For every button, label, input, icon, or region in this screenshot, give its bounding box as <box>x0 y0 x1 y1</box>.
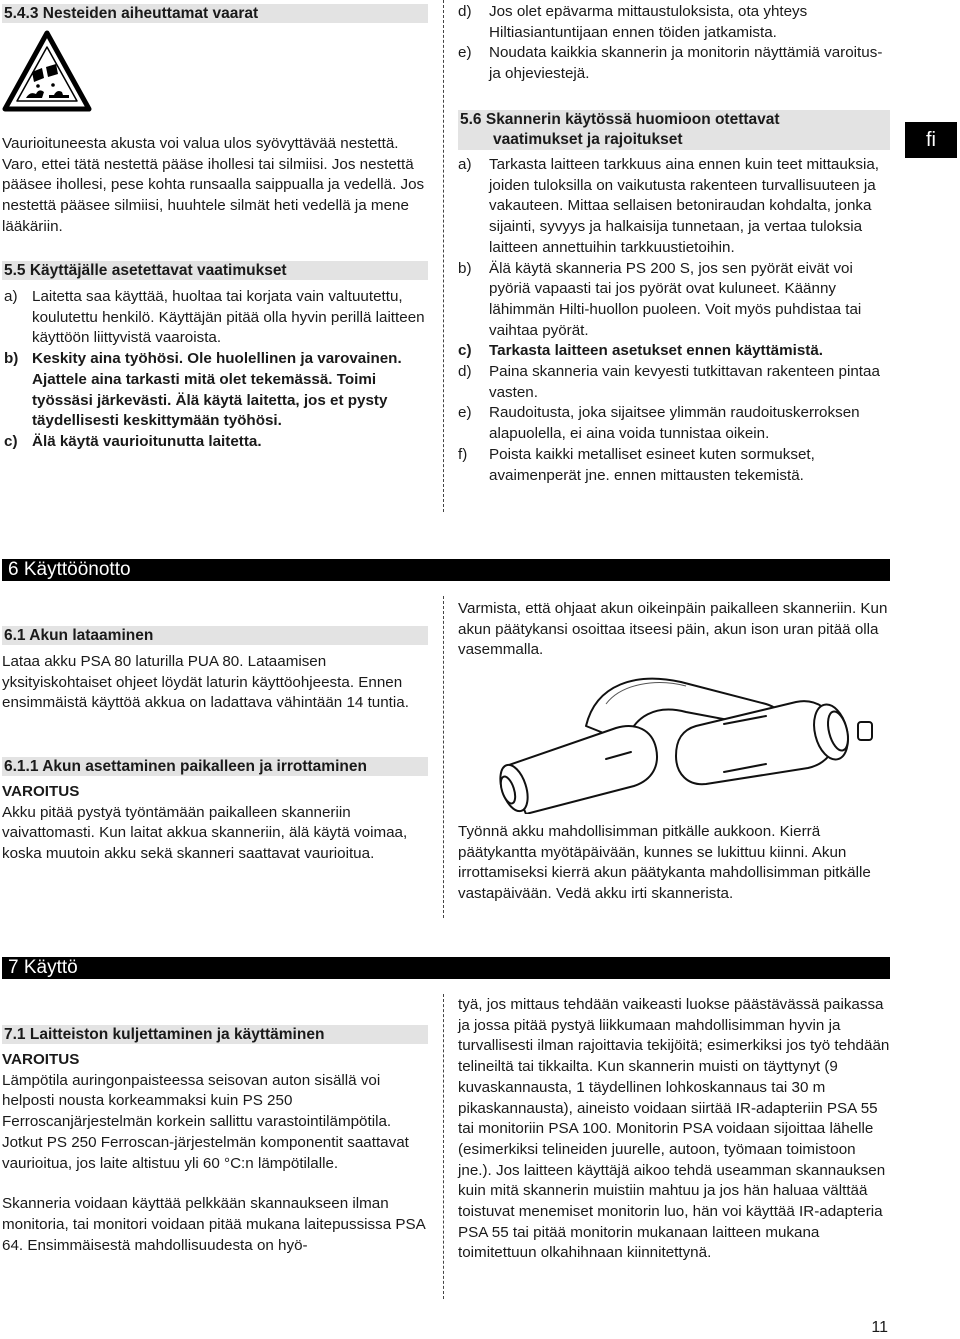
list-label: b) <box>4 350 19 368</box>
list-label: a) <box>4 288 18 305</box>
list-label: c) <box>458 342 472 360</box>
list-text: Keskity aina työhösi. Ole huolellinen ja varovainen. Ajattele aina tarkasti mitä olet tekemässä. Toimi työssäsi järkevästi. Älä käytä laitetta, jos et pysty täydellisesti keskittymään työhösi. <box>32 350 402 430</box>
orientation-paragraph: Varmista, että ohjaat akun oikeinpäin paikalleen skanneriin. Kun akun päätykansi osoittaa itseesi päin, akun ison uran pitää olla vasemmalla. <box>458 600 888 659</box>
list-text: Paina skanneria vain kevyesti tutkittavan rakenteen pintaa vasten. <box>489 363 880 401</box>
section-5-5-list <box>4 287 432 453</box>
language-tab: fi <box>905 122 957 158</box>
page-number: 11 <box>871 1319 888 1336</box>
section-heading-6-1-1: 6.1.1 Akun asettaminen paikalleen ja irrottaminen <box>2 757 428 776</box>
list-item <box>458 362 890 403</box>
column-divider-top <box>443 0 444 512</box>
list-item <box>4 287 432 349</box>
section-heading-5-6-line2: vaatimukset ja rajoitukset <box>493 131 683 148</box>
list-item <box>458 403 890 444</box>
warning-text: Lämpötila auringonpaisteessa seisovan auton sisällä voi helposti nousta korkeammaksi kuin PS 250 Ferroscanjärjestelmän korkein sallittu varastointilämpötila. Jotkut PS 250 Ferroscan-järjestelmän komponentit saattavat vaurioitua, jos laite altistuu yli 60 °C:n lämpötilalle. <box>2 1071 409 1172</box>
warning-label: VAROITUS <box>2 783 80 800</box>
list-item <box>458 445 890 486</box>
section-heading-5-4-3: 5.4.3 Nesteiden aiheuttamat vaarat <box>2 4 428 23</box>
list-label: d) <box>458 363 472 381</box>
section-heading-5-5: 5.5 Käyttäjälle asetettavat vaatimukset <box>2 261 428 280</box>
warning-label: VAROITUS <box>2 1051 80 1068</box>
list-text: Älä käytä vaurioitunutta laitetta. <box>32 432 262 450</box>
corrosive-hazard-icon <box>2 30 92 112</box>
list-label: b) <box>458 259 472 277</box>
warning-text: Akku pitää pystyä työntämään paikalleen skanneriin vaivattomasti. Kun laitat akkua skanneriin, älä käytä voimaa, koska muutoin akku sekä skanneri saattavat vaurioitua. <box>2 803 408 863</box>
section-7-1-right-text <box>458 995 890 1264</box>
charging-paragraph: Lataa akku PSA 80 laturilla PUA 80. Lataamisen yksityiskohtaiset ohjeet löydät laturin käyttöohjeesta. Ennen ensimmäistä käyttöä akkua on ladattava vähintään 14 tuntia. <box>2 653 409 712</box>
battery-orientation-text <box>458 599 890 661</box>
list-label: c) <box>4 432 18 450</box>
list-label: e) <box>458 404 472 422</box>
battery-insertion-text <box>458 822 890 905</box>
section-5-4-3-text <box>2 134 432 238</box>
list-text: Poista kaikki metalliset esineet kuten sormukset, avaimenperät jne. ennen mittausten tekemistä. <box>489 445 815 484</box>
list-label: e) <box>458 44 472 62</box>
list-text: Jos olet epävarma mittaustuloksista, ota yhteys Hiltiasiantuntijaan ennen töiden jatkamista. <box>489 3 808 41</box>
scanner-memory-paragraph: tyä, jos mittaus tehdään vaikeasti luokse päästävässä paikassa ja jossa pitää pystyä liikkumaan mahdollisimman hyvin ja turvallisesti ilman rajoittavia tekijöitä; esimerkiksi jos työ tehdään telineiltä tai tikkailta. Kun skannerin muisti on täyttynyt (9 kuvaskannausta, 1 täydellinen lohkoskannaus tai 30 m pikaskannausta), aineisto voidaan siirtää IR-adapteriin PSA 55 tai monitoriin PSA 100. Monitorin PSA voidaan sijoittaa lähelle (esimerkiksi telineiden juurelle, autoon, työmaan toimistoon jne.). Jos laitteen käyttäjä aikoo tehdä useamman skannauksen kuin mitä skannerin muistiin mahtuu ja jos hän haluaa välttää toistuvat menemiset monitorin luo, hän voi käyttää IR-adapteria PSA 55 tai pitää monitorin mukanaan laitteen mukana toimitettuun olkahihnaan kiinnitettynä. <box>458 996 890 1262</box>
list-item <box>4 432 432 453</box>
section-5-6-list <box>458 155 890 486</box>
list-text: Tarkasta laitteen tarkkuus aina ennen kuin teet mittauksia, joiden tuloksilla on vaikutusta rakenteen turvallisuuteen ja vakauteen. Mittaa sellaisen betoniraudan kohdalta, jonka sijainti, syvyys ja halkaisija tunnetaan, ja vertaa tuloksia laitteen annettuihin tarkkuustietoihin. <box>489 156 880 256</box>
list-label: d) <box>458 3 472 20</box>
list-text: Tarkasta laitteen asetukset ennen käyttämistä. <box>489 342 823 360</box>
list-text: Raudoitusta, joka sijaitsee ylimmän raudoituskerroksen alapuolella, ei aina voida tunnistaa oikein. <box>489 404 860 443</box>
list-item <box>458 2 890 43</box>
corrosive-warning-paragraph: Vaurioituneesta akusta voi valua ulos syövyttävää nestettä. Varo, ettei tätä nestettä pääse ihollesi tai silmiisi. Jos nestettä pääsee ihollesi, pese kohta runsaalla saippualla ja vedellä. Jos nestettä pääsee silmiisi, huuhtele silmät heti vedellä ja mene lääkäriin. <box>2 135 425 235</box>
list-item <box>458 259 890 342</box>
list-label: f) <box>458 445 468 463</box>
list-text: Älä käytä skanneria PS 200 S, jos sen pyörät eivät voi pyöriä vapaasti tai jos pyörät ovat kuluneet. Käänny lähimmän Hilti-huollon puoleen. Voit myös puhdistaa tai vaihtaa pyörät. <box>489 259 862 339</box>
column-divider-ch7 <box>443 994 444 1299</box>
section-6-1-text <box>2 652 432 714</box>
battery-scanner-illustration <box>466 664 876 814</box>
right-top-list <box>458 2 890 85</box>
section-heading-6-1: 6.1 Akun lataaminen <box>2 626 428 645</box>
list-label: a) <box>458 156 472 173</box>
list-text: Laitetta saa käyttää, huoltaa tai korjata vain valtuutettu, koulutettu henkilö. Käyttäjän pitää olla hyvin perillä laitteen käyttöön liittyvistä vaaroista. <box>32 288 425 347</box>
list-item <box>458 155 890 259</box>
section-heading-7-1: 7.1 Laitteiston kuljettaminen ja käyttäminen <box>2 1025 428 1044</box>
section-heading-5-6-line1: 5.6 Skannerin käytössä huomioon otettavat <box>460 111 780 128</box>
chapter-heading-6: 6 Käyttöönotto <box>2 559 890 581</box>
list-item <box>458 341 890 362</box>
column-divider-ch6 <box>443 596 444 918</box>
section-7-1-text <box>2 1050 432 1256</box>
chapter-heading-7: 7 Käyttö <box>2 957 890 979</box>
list-item <box>458 43 890 84</box>
scanner-usage-paragraph: Skanneria voidaan käyttää pelkkään skannaukseen ilman monitoria, tai monitori voidaan pitää mukana laitepussissa PSA 64. Ensimmäisestä mahdollisuudesta on hyö- <box>2 1195 425 1254</box>
insertion-paragraph: Työnnä akku mahdollisimman pitkälle aukkoon. Kierrä päätykantta myötäpäivään, kunnes se lukittuu kiinni. Akun irrottamiseksi kierrä akun päätykanta mahdollisimman pitkälle vastapäivään. Vedä akku irti skannerista. <box>458 823 871 903</box>
section-6-1-1-text <box>2 782 432 865</box>
list-text: Noudata kaikkia skannerin ja monitorin näyttämiä varoitus- ja ohjeviestejä. <box>489 44 883 83</box>
list-item <box>4 349 432 432</box>
